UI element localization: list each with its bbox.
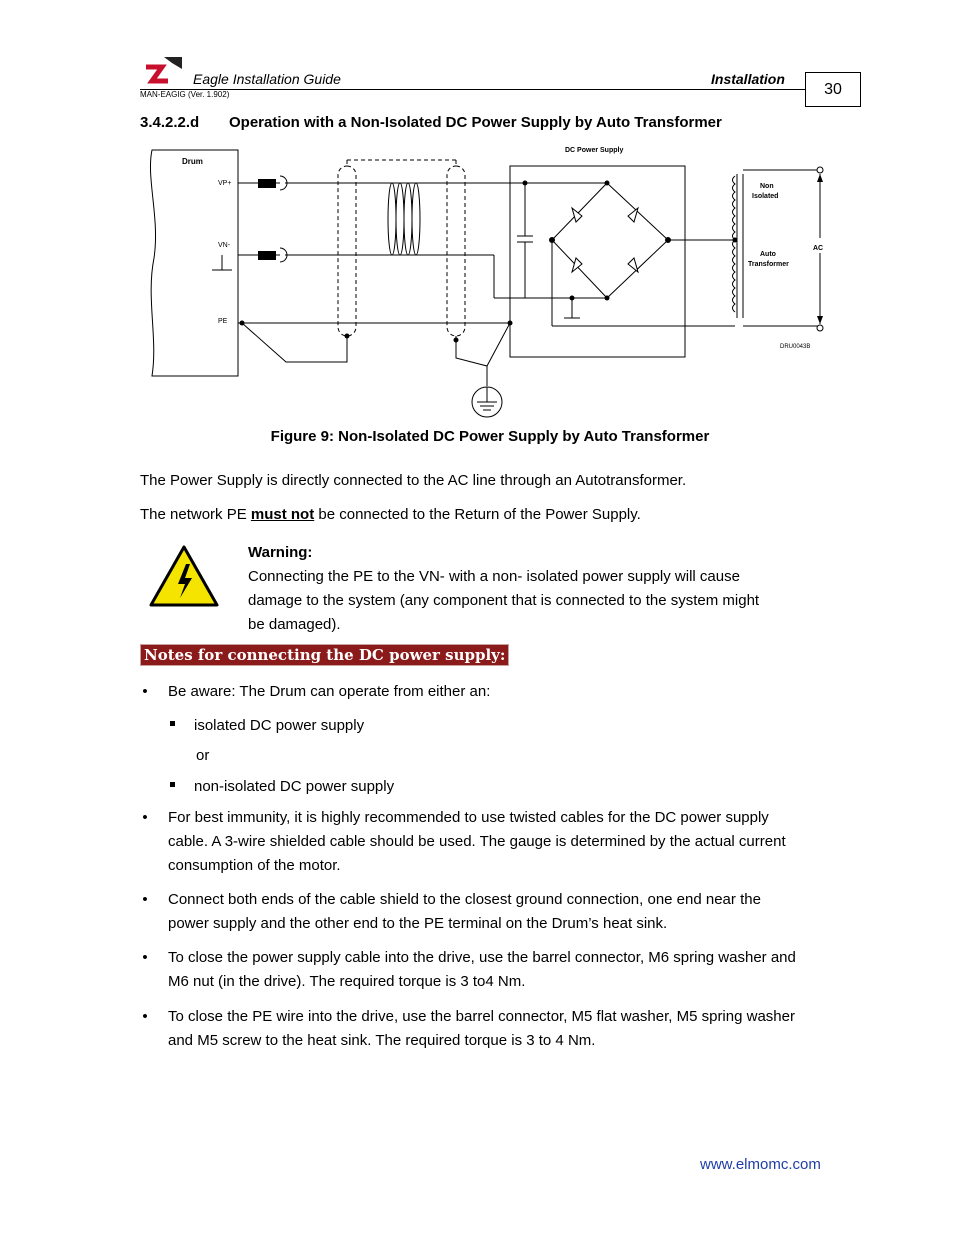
figure-caption: Figure 9: Non-Isolated DC Power Supply by Auto Transformer: [270, 428, 710, 445]
section-number: 3.4.2.2.d: [140, 114, 200, 131]
transformer-label: Transformer: [748, 261, 789, 268]
high-voltage-warning-icon: [148, 544, 220, 608]
isolated-label: Isolated: [752, 193, 779, 200]
square-bullet: [170, 782, 175, 787]
note-3-line-1: Connect both ends of the cable shield to the closest ground connection, one end near the: [168, 891, 761, 908]
note-2-line-2: cable. A 3-wire shielded cable should be used. The gauge is determined by the actual current: [168, 833, 786, 850]
header-section: Installation: [711, 71, 785, 87]
footer-website-link[interactable]: www.elmomc.com: [700, 1156, 821, 1173]
paragraph-1: The Power Supply is directly connected to the AC line through an Autotransformer.: [140, 472, 687, 489]
dc-power-supply-box: [510, 166, 685, 357]
warning-line-3: be damaged).: [248, 616, 341, 633]
note-2-line-1: For best immunity, it is highly recommended to use twisted cables for the DC power supply: [168, 809, 769, 826]
dc-ps-label: DC Power Supply: [565, 147, 624, 154]
paragraph-2: [140, 503, 641, 527]
elmo-logo-icon: [142, 55, 186, 85]
ground-icon: [472, 387, 502, 417]
note-1: Be aware: The Drum can operate from either an:: [168, 683, 491, 700]
paragraph-2-start: The network PE: [140, 506, 251, 523]
autotransformer: [733, 174, 744, 318]
must-not-emphasis: must not: [250, 506, 315, 523]
paragraph-2-end: be connected to the Return of the Power Supply.: [314, 506, 641, 523]
diode-bridge: [550, 183, 671, 298]
note-1-sub-2: non-isolated DC power supply: [194, 778, 395, 795]
page-number: 30: [805, 72, 861, 107]
vn-label: VN-: [218, 242, 231, 249]
bullet-dot: •: [142, 683, 148, 700]
note-5-line-2: and M5 screw to the heat sink. The required torque is 3 to 4 Nm.: [168, 1032, 596, 1049]
ferrite-vn: [258, 251, 276, 260]
warning-title: Warning:: [248, 544, 313, 561]
drawing-code: DRU0043B: [780, 344, 811, 350]
note-4-line-2: M6 nut (in the drive). The required torque is 3 to4 Nm.: [168, 973, 526, 990]
warning-line-2: damage to the system (any component that is connected to the system might: [248, 592, 760, 609]
drum-label: Drum: [182, 157, 203, 166]
doc-version: MAN-EAGIG (Ver. 1.902): [140, 90, 230, 99]
notes-heading: Notes for connecting the DC power supply:: [140, 644, 509, 666]
twisted-cable: [388, 183, 420, 255]
vp-label: VP+: [218, 180, 232, 187]
note-2-line-3: consumption of the motor.: [168, 857, 341, 874]
note-1-or: or: [196, 747, 210, 764]
ferrite-vp: [258, 179, 276, 188]
note-3-line-2: power supply and the other end to the PE terminal on the Drum’s heat sink.: [168, 915, 668, 932]
bullet-dot: •: [142, 809, 148, 826]
section-title: Operation with a Non-Isolated DC Power Supply by Auto Transformer: [229, 114, 722, 131]
header-rule: [140, 89, 806, 90]
note-1-sub-1: isolated DC power supply: [194, 717, 365, 734]
doc-title: Eagle Installation Guide: [193, 71, 341, 87]
bullet-dot: •: [142, 1008, 148, 1025]
warning-line-1: Connecting the PE to the VN- with a non- isolated power supply will cause: [248, 568, 740, 585]
bullet-dot: •: [142, 949, 148, 966]
non-label: Non: [760, 183, 774, 190]
ac-label: AC: [813, 245, 824, 252]
pe-label: PE: [218, 318, 228, 325]
bullet-dot: •: [142, 891, 148, 908]
square-bullet: [170, 721, 175, 726]
wiring-diagram: [140, 138, 840, 423]
note-4-line-1: To close the power supply cable into the drive, use the barrel connector, M6 spring washer and: [168, 949, 796, 966]
note-5-line-1: To close the PE wire into the drive, use the barrel connector, M5 flat washer, M5 spring washer: [168, 1008, 795, 1025]
auto-label: Auto: [760, 251, 776, 258]
